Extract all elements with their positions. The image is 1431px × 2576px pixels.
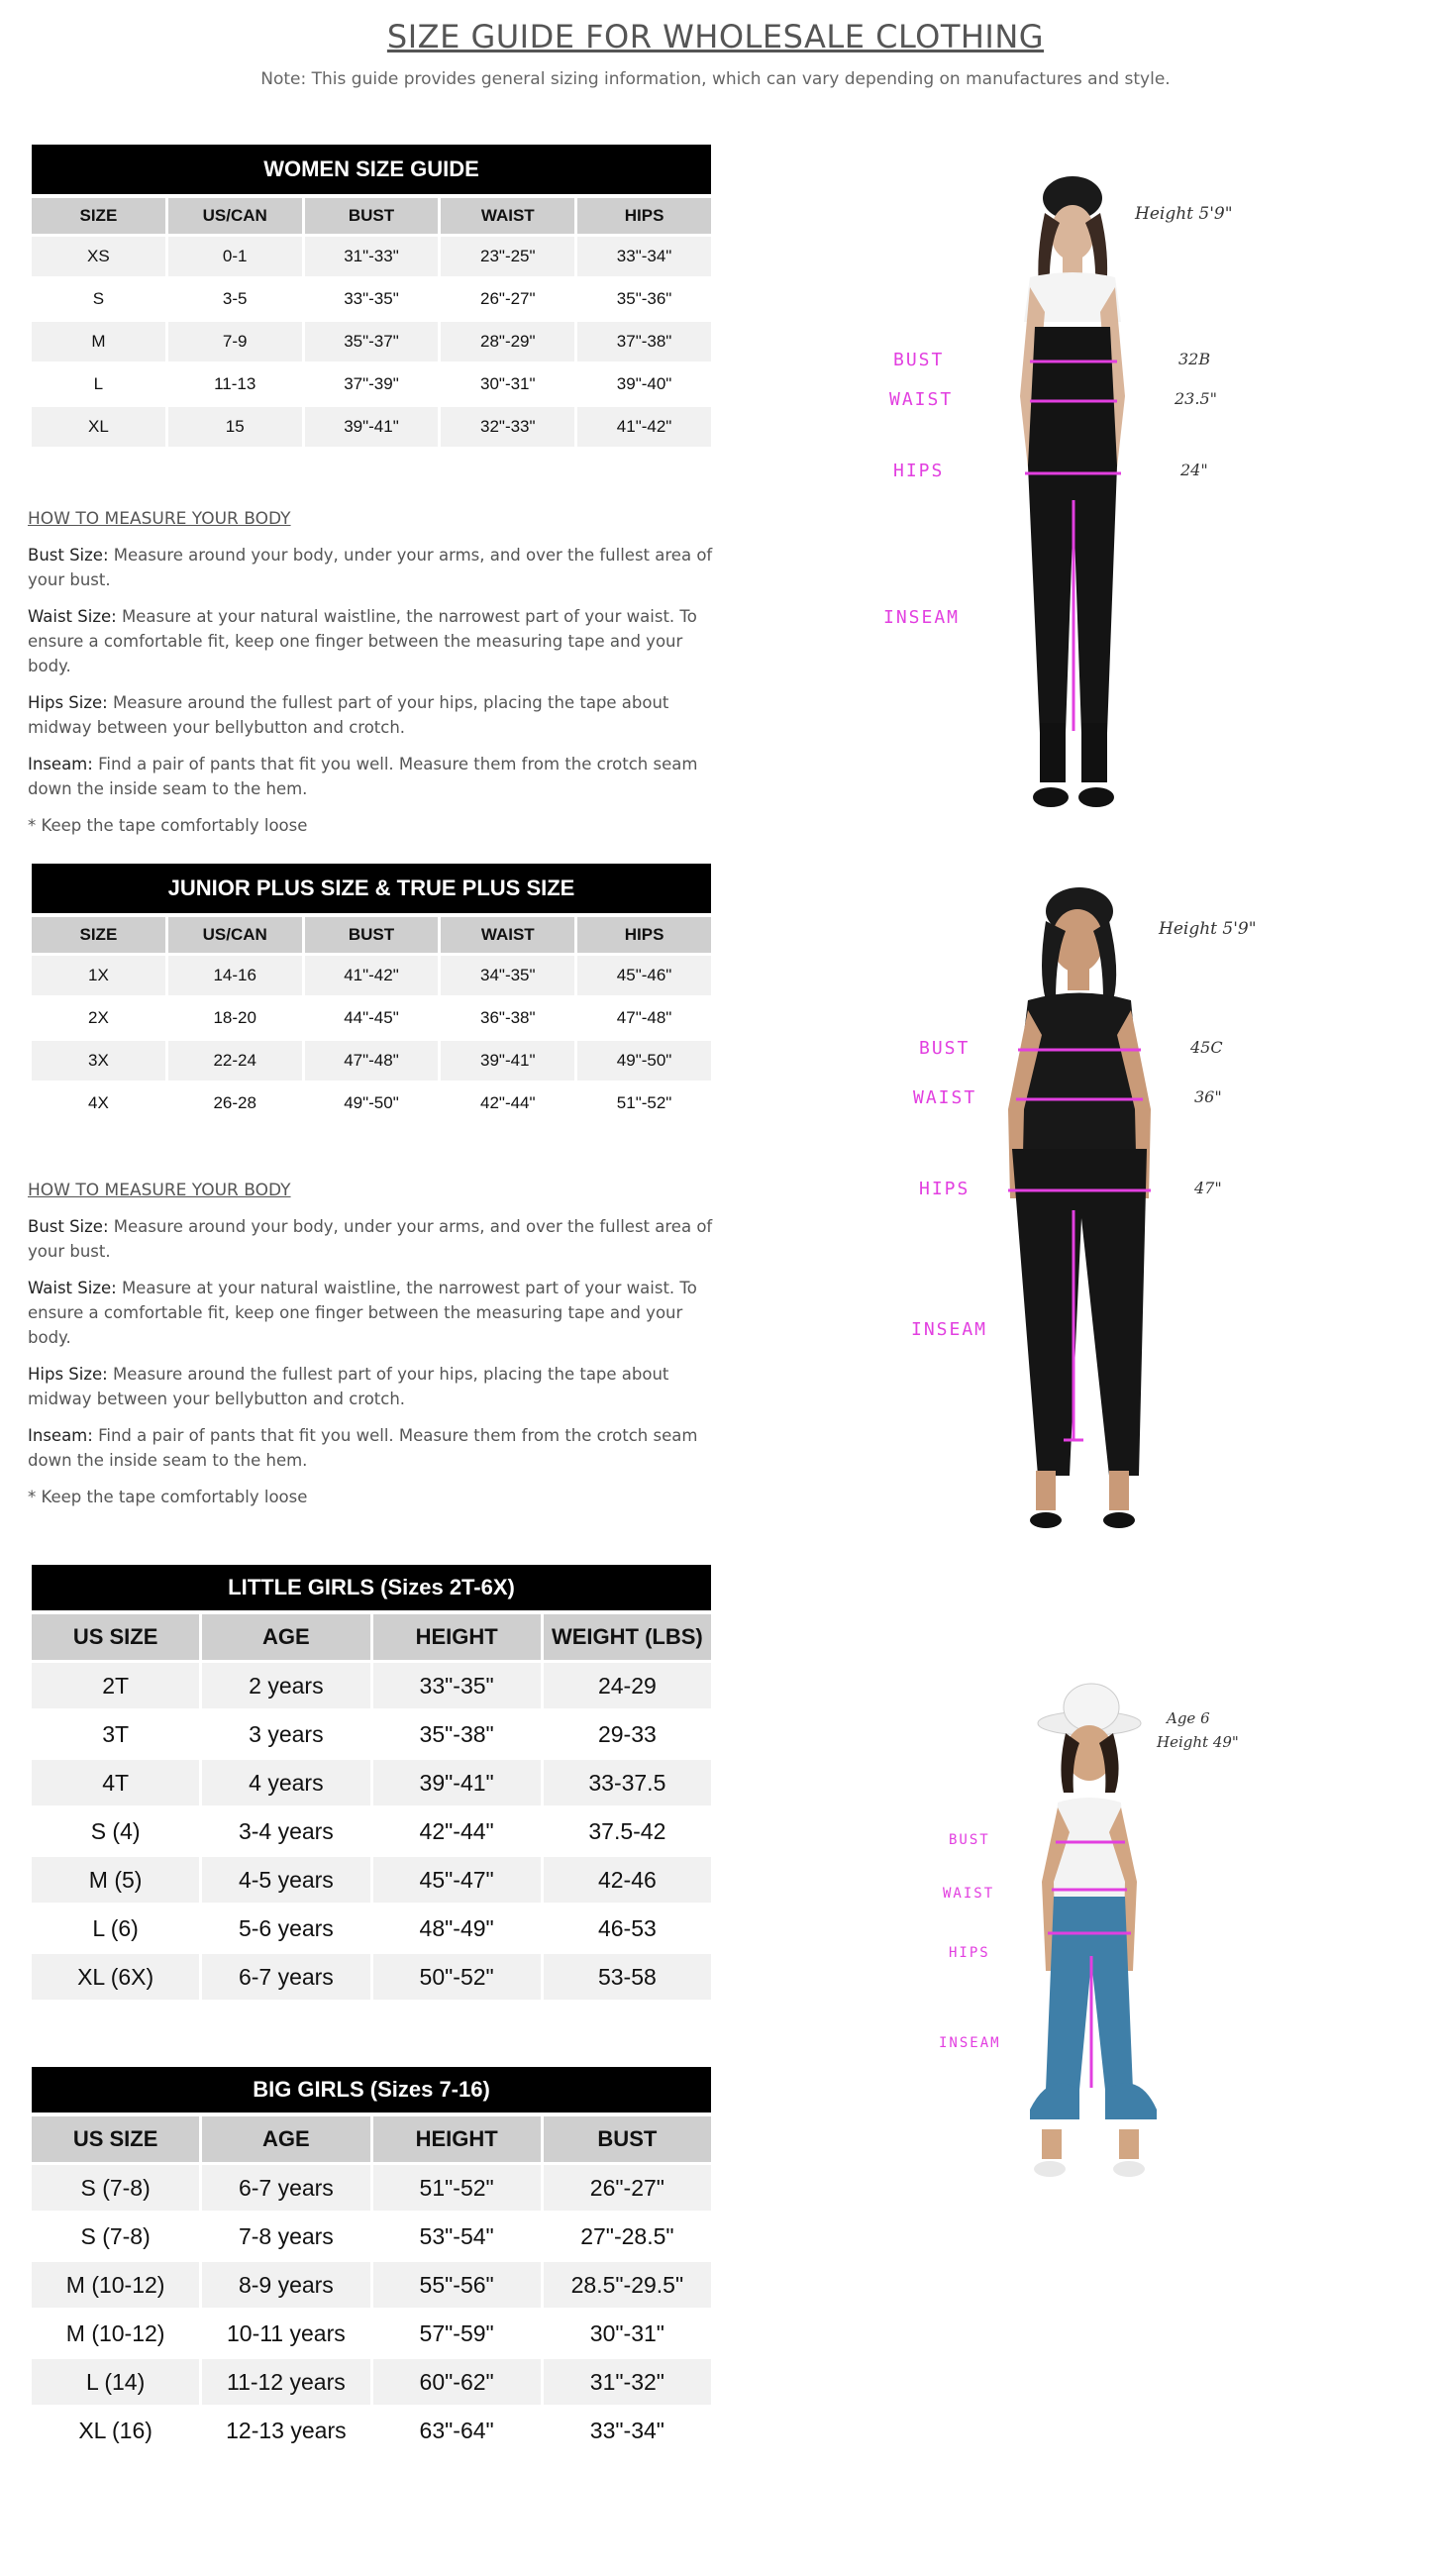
table-cell: 42"-44" [441, 1083, 574, 1123]
table-cell: 42-46 [544, 1857, 711, 1903]
table-row [32, 1083, 711, 1123]
page-title: SIZE GUIDE FOR WHOLESALE CLOTHING [386, 18, 1045, 55]
waist-value: 23.5" [1175, 389, 1217, 408]
measure-text: Find a pair of pants that fit you well. Measure them from the crotch seam down the inside seam to the hem. [28, 1426, 698, 1470]
table-header-row [32, 917, 711, 953]
column-header: US/CAN [168, 198, 302, 234]
table-cell: 15 [168, 407, 302, 447]
table-body [32, 237, 711, 447]
waist-label: WAIST [913, 1087, 977, 1108]
table-cell: 45"-47" [373, 1857, 541, 1903]
table-cell: M [32, 322, 165, 361]
table-cell: 55"-56" [373, 2262, 541, 2308]
measure-term: Bust Size: [28, 546, 109, 565]
table-cell: 60"-62" [373, 2359, 541, 2405]
table-cell: XL [32, 407, 165, 447]
table-cell: 5-6 years [202, 1906, 369, 1951]
bust-value: 32B [1178, 350, 1211, 368]
table-cell: 1X [32, 956, 165, 995]
table-header-row [32, 198, 711, 234]
table-cell: 57"-59" [373, 2311, 541, 2356]
hips-label: HIPS [893, 461, 945, 481]
table-body [32, 2165, 711, 2453]
table-row [32, 279, 711, 319]
table-title: WOMEN SIZE GUIDE [32, 145, 711, 194]
table-cell: 14-16 [168, 956, 302, 995]
measure-item-waist [28, 604, 721, 678]
table-row [32, 1906, 711, 1951]
table-cell: 33"-35" [305, 279, 439, 319]
table-cell: 37"-38" [577, 322, 711, 361]
measure-item-bust [28, 543, 721, 592]
hips-value: 24" [1180, 461, 1208, 479]
how-to-measure-section [28, 1181, 721, 1521]
table-row [32, 1041, 711, 1081]
table-cell: 4X [32, 1083, 165, 1123]
column-header: US SIZE [32, 1614, 199, 1660]
measure-text: Measure at your natural waistline, the narrowest part of your waist. To ensure a comfortable fit, keep one finger between the measuring tape and your body. [28, 607, 697, 675]
table-cell: S (4) [32, 1808, 199, 1854]
column-header: HIPS [577, 917, 711, 953]
table-cell: 33"-34" [577, 237, 711, 276]
table-cell: L (6) [32, 1906, 199, 1951]
women-size-table [32, 145, 711, 447]
table-cell: 0-1 [168, 237, 302, 276]
column-header: BUST [544, 2116, 711, 2162]
table-cell: 3X [32, 1041, 165, 1081]
table-cell: 53"-54" [373, 2214, 541, 2259]
table-cell: 31"-32" [544, 2359, 711, 2405]
measure-item-inseam [28, 752, 721, 801]
measure-term: Inseam: [28, 1426, 93, 1445]
table-cell: 45"-46" [577, 956, 711, 995]
table-cell: 24-29 [544, 1663, 711, 1708]
model-illustration [862, 139, 1278, 842]
table-cell: 6-7 years [202, 2165, 369, 2211]
how-to-measure-section [28, 509, 721, 850]
bust-label: BUST [919, 1038, 971, 1059]
table-cell: L [32, 364, 165, 404]
table-cell: 33"-34" [544, 2408, 711, 2453]
table-cell: 11-12 years [202, 2359, 369, 2405]
table-cell: 35"-36" [577, 279, 711, 319]
measure-term: Bust Size: [28, 1217, 109, 1236]
table-title: LITTLE GIRLS (Sizes 2T-6X) [32, 1565, 711, 1610]
table-cell: 42"-44" [373, 1808, 541, 1854]
little-girls-table [32, 1565, 711, 2000]
table-cell: 4 years [202, 1760, 369, 1805]
column-header: AGE [202, 1614, 369, 1660]
table-cell: 39"-41" [373, 1760, 541, 1805]
table-header-row [32, 1614, 711, 1660]
table-row [32, 237, 711, 276]
measure-text: Measure at your natural waistline, the narrowest part of your waist. To ensure a comfortable fit, keep one finger between the measuring tape and your body. [28, 1279, 697, 1347]
table-cell: S (7-8) [32, 2214, 199, 2259]
table-cell: 51"-52" [373, 2165, 541, 2211]
table-row [32, 1954, 711, 2000]
hips-label: HIPS [919, 1179, 971, 1199]
table-cell: M (10-12) [32, 2262, 199, 2308]
table-row [32, 998, 711, 1038]
table-cell: 26-28 [168, 1083, 302, 1123]
hips-value: 47" [1194, 1179, 1222, 1197]
table-cell: 44"-45" [305, 998, 439, 1038]
table-cell: 33"-35" [373, 1663, 541, 1708]
table-title: JUNIOR PLUS SIZE & TRUE PLUS SIZE [32, 864, 711, 913]
table-cell: 37.5-42 [544, 1808, 711, 1854]
column-header: WAIST [441, 198, 574, 234]
measure-term: Waist Size: [28, 1279, 117, 1297]
table-cell: 3 years [202, 1711, 369, 1757]
table-row [32, 2311, 711, 2356]
table-cell: 39"-41" [441, 1041, 574, 1081]
table-cell: 4-5 years [202, 1857, 369, 1903]
page-note: Note: This guide provides general sizing information, which can vary depending on manufactures and style. [260, 69, 1171, 89]
table-cell: 18-20 [168, 998, 302, 1038]
table-row [32, 2262, 711, 2308]
column-header: BUST [305, 198, 439, 234]
table-cell: 3T [32, 1711, 199, 1757]
table-cell: XS [32, 237, 165, 276]
table-row [32, 1808, 711, 1854]
table-cell: 28.5"-29.5" [544, 2262, 711, 2308]
age-text: Age 6 [1167, 1709, 1210, 1727]
bust-value: 45C [1190, 1038, 1223, 1057]
plus-model-figure [871, 862, 1287, 1555]
measure-item-waist [28, 1276, 721, 1350]
table-body [32, 956, 711, 1123]
table-cell: 12-13 years [202, 2408, 369, 2453]
table-cell: XL (16) [32, 2408, 199, 2453]
measure-term: Waist Size: [28, 607, 117, 626]
table-cell: 33-37.5 [544, 1760, 711, 1805]
measure-term: Hips Size: [28, 693, 108, 712]
table-body [32, 1663, 711, 2000]
column-header: HIPS [577, 198, 711, 234]
inseam-label: INSEAM [911, 1319, 988, 1340]
table-cell: 26"-27" [441, 279, 574, 319]
measure-term: Hips Size: [28, 1365, 108, 1384]
bust-label: BUST [893, 350, 945, 370]
table-title: BIG GIRLS (Sizes 7-16) [32, 2067, 711, 2112]
table-row [32, 1711, 711, 1757]
measure-heading: HOW TO MEASURE YOUR BODY [28, 1181, 291, 1200]
table-cell: M (10-12) [32, 2311, 199, 2356]
table-cell: 35"-38" [373, 1711, 541, 1757]
column-header: SIZE [32, 917, 165, 953]
table-row [32, 2408, 711, 2453]
inseam-label: INSEAM [939, 2035, 1001, 2051]
table-cell: 41"-42" [305, 956, 439, 995]
table-cell: XL (6X) [32, 1954, 199, 2000]
table-cell: 2T [32, 1663, 199, 1708]
table-cell: 48"-49" [373, 1906, 541, 1951]
height-text: Height 5'9" [1135, 204, 1233, 224]
table-cell: 39"-41" [305, 407, 439, 447]
table-cell: 23"-25" [441, 237, 574, 276]
measure-item-bust [28, 1214, 721, 1264]
table-cell: 47"-48" [305, 1041, 439, 1081]
table-cell: 31"-33" [305, 237, 439, 276]
measure-footnote: * Keep the tape comfortably loose [28, 816, 308, 835]
column-header: WEIGHT (LBS) [544, 1614, 711, 1660]
measure-text: Measure around the fullest part of your hips, placing the tape about midway between your bellybutton and crotch. [28, 1365, 669, 1408]
waist-value: 36" [1194, 1087, 1222, 1106]
measure-term: Inseam: [28, 755, 93, 773]
table-cell: 7-9 [168, 322, 302, 361]
measure-footnote: * Keep the tape comfortably loose [28, 1488, 308, 1506]
measure-item-hips [28, 1362, 721, 1411]
measure-text: Measure around the fullest part of your hips, placing the tape about midway between your bellybutton and crotch. [28, 693, 669, 737]
table-cell: 50"-52" [373, 1954, 541, 2000]
table-cell: 36"-38" [441, 998, 574, 1038]
table-row [32, 1857, 711, 1903]
table-cell: 63"-64" [373, 2408, 541, 2453]
table-cell: 51"-52" [577, 1083, 711, 1123]
table-row [32, 407, 711, 447]
table-row [32, 2359, 711, 2405]
column-header: SIZE [32, 198, 165, 234]
table-cell: 39"-40" [577, 364, 711, 404]
measure-heading: HOW TO MEASURE YOUR BODY [28, 509, 291, 529]
table-cell: 35"-37" [305, 322, 439, 361]
table-cell: S [32, 279, 165, 319]
big-girls-table [32, 2067, 711, 2453]
column-header: HEIGHT [373, 2116, 541, 2162]
table-row [32, 2165, 711, 2211]
table-cell: 22-24 [168, 1041, 302, 1081]
model-illustration [871, 862, 1287, 1555]
column-header: BUST [305, 917, 439, 953]
table-cell: 30"-31" [441, 364, 574, 404]
table-cell: 10-11 years [202, 2311, 369, 2356]
table-cell: 3-4 years [202, 1808, 369, 1854]
table-cell: 3-5 [168, 279, 302, 319]
table-cell: 34"-35" [441, 956, 574, 995]
table-cell: 28"-29" [441, 322, 574, 361]
column-header: HEIGHT [373, 1614, 541, 1660]
table-row [32, 364, 711, 404]
table-row [32, 956, 711, 995]
table-row [32, 1663, 711, 1708]
plus-size-table [32, 864, 711, 1123]
column-header: WAIST [441, 917, 574, 953]
table-cell: M (5) [32, 1857, 199, 1903]
measure-item-inseam [28, 1423, 721, 1473]
bust-label: BUST [949, 1832, 990, 1848]
table-cell: 32"-33" [441, 407, 574, 447]
table-cell: 2 years [202, 1663, 369, 1708]
table-cell: 49"-50" [577, 1041, 711, 1081]
table-cell: 11-13 [168, 364, 302, 404]
table-row [32, 1760, 711, 1805]
inseam-label: INSEAM [883, 607, 961, 628]
girl-model-figure [931, 1674, 1268, 2228]
table-row [32, 322, 711, 361]
table-row [32, 2214, 711, 2259]
table-cell: 7-8 years [202, 2214, 369, 2259]
height-text: Height 5'9" [1159, 919, 1257, 939]
table-cell: 46-53 [544, 1906, 711, 1951]
measure-text: Find a pair of pants that fit you well. Measure them from the crotch seam down the inside seam to the hem. [28, 755, 698, 798]
table-cell: 47"-48" [577, 998, 711, 1038]
table-cell: 49"-50" [305, 1083, 439, 1123]
hips-label: HIPS [949, 1945, 990, 1961]
table-cell: 53-58 [544, 1954, 711, 2000]
table-cell: 8-9 years [202, 2262, 369, 2308]
measure-text: Measure around your body, under your arms, and over the fullest area of your bust. [28, 1217, 713, 1261]
measure-text: Measure around your body, under your arms, and over the fullest area of your bust. [28, 546, 713, 589]
women-model-figure [862, 139, 1278, 842]
table-cell: 30"-31" [544, 2311, 711, 2356]
measure-item-hips [28, 690, 721, 740]
table-cell: S (7-8) [32, 2165, 199, 2211]
table-cell: 37"-39" [305, 364, 439, 404]
table-cell: 4T [32, 1760, 199, 1805]
waist-label: WAIST [889, 389, 954, 410]
table-cell: 26"-27" [544, 2165, 711, 2211]
table-header-row [32, 2116, 711, 2162]
table-cell: 41"-42" [577, 407, 711, 447]
height-text: Height 49" [1157, 1733, 1239, 1751]
column-header: AGE [202, 2116, 369, 2162]
table-cell: 6-7 years [202, 1954, 369, 2000]
waist-label: WAIST [943, 1886, 995, 1902]
table-cell: 27"-28.5" [544, 2214, 711, 2259]
table-cell: 2X [32, 998, 165, 1038]
table-cell: L (14) [32, 2359, 199, 2405]
table-cell: 29-33 [544, 1711, 711, 1757]
column-header: US SIZE [32, 2116, 199, 2162]
column-header: US/CAN [168, 917, 302, 953]
